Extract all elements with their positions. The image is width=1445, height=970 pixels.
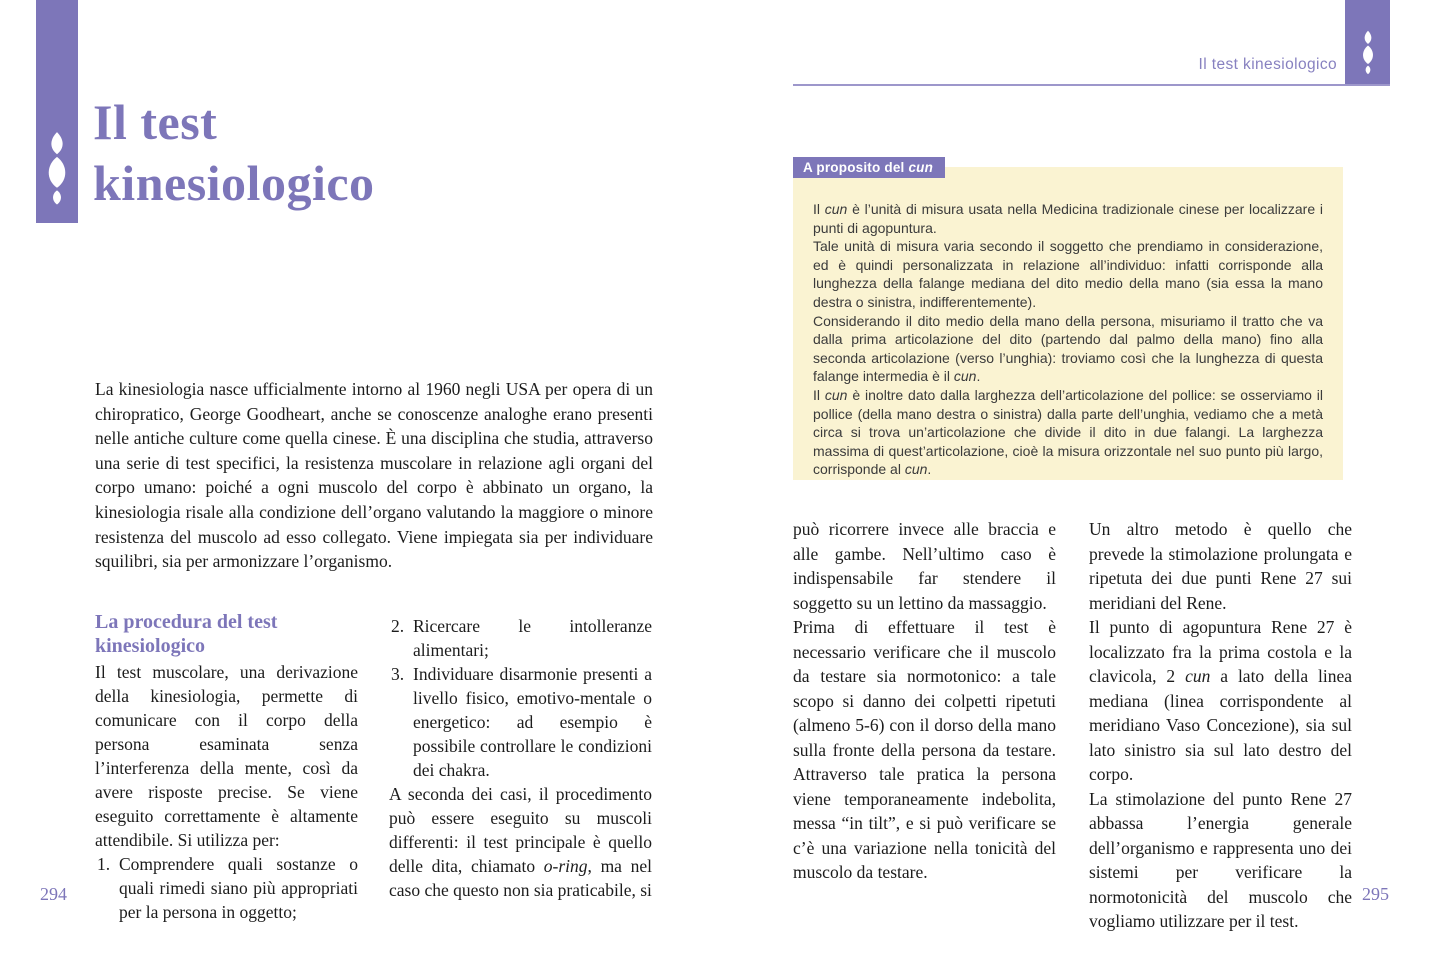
header-rule [793, 84, 1390, 86]
right-col2-paragraph-2: Il punto di agopuntura Rene 27 è localizzato fra la prima costola e la clavicola, 2 cun a lato della linea mediana (linea corrispondente al meridiano Vaso Concezione), sia sul lato sinistro sia sul lato destro del corpo. [1089, 617, 1353, 784]
list-item-2 [389, 614, 652, 662]
list-item-1-number: 1. [97, 854, 111, 874]
cun-info-box [793, 167, 1343, 480]
list-item-1-text: Comprendere quali sostanze o quali rimedi siano più appropriati per la persona in oggetto; [119, 854, 358, 922]
info-box-paragraph-3: Considerando il dito medio della mano della persona, misuriamo il tratto che va dalla prima articolazione del dito (partendo dal palmo della mano) fino alla seconda articolazione (verso l’unghia): troviamo così che la lunghezza di questa falange intermedia è il cun. [813, 312, 1323, 385]
publisher-leaf-icon [42, 129, 72, 213]
page-number-right: 295 [1362, 884, 1389, 904]
list-item-1 [95, 852, 358, 924]
chapter-strip [36, 0, 78, 223]
chapter-title-line-2: kinesiologico [93, 155, 375, 211]
info-box-paragraph-2: Tale unità di misura varia secondo il soggetto che prendiamo in considerazione, ed è quindi personalizzata in relazione all’individuo: infatti corrisponde alla lunghezza della falange mediana del dito medio della mano (sia essa la mano destra o sinistra, indifferentemente). [813, 238, 1323, 310]
corner-block [1345, 0, 1390, 84]
left-page-column-2 [389, 614, 652, 902]
right-page-column-1 [793, 517, 1056, 885]
running-header: Il test kinesiologico [1198, 56, 1337, 73]
procedure-continuation-paragraph: A seconda dei casi, il procedimento può essere eseguito su muscoli differenti: il test principale è quello delle dita, chiamato o-ring, ma nel caso che questo non sia praticabile, si [389, 784, 653, 900]
procedure-paragraph: Il test muscolare, una derivazione della kinesiologia, permette di comunicare con il corpo della persona esaminata senza l’interferenza della mente, così da avere risposte precise. Se viene eseguito correttamente è altamente attendibile. Si utilizza per: [95, 662, 358, 850]
list-item-3 [389, 662, 652, 782]
right-page-column-2 [1089, 517, 1352, 934]
info-box-paragraph-1: Il cun è l’unità di misura usata nella Medicina tradizionale cinese per localizzare i punti di agopuntura. [813, 201, 1323, 236]
right-col1-paragraph-2: Prima di effettuare il test è necessario verificare che il muscolo da testare sia normotonico: a tale scopo si danno dei colpetti ripetuti (almeno 5-6) con il dorso della mano sulla fronte della persona da testare. Attraverso tale pratica la persona viene temporaneamente indebolita, messa “in tilt”, e si può verificare se c’è una variazione nella tonicità del muscolo da testare. [793, 617, 1056, 882]
info-box-paragraph-4: Il cun è inoltre dato dalla larghezza dell’articolazione del pollice: se osserviamo il pollice (della mano destra o sinistra) dalla parte dell’unghia, vediamo che a metà circa si trova un’articolazione che divide il dito in due falangi. La larghezza massima di quest’articolazione, cioè la misura orizzontale nel suo punto più largo, corrisponde al cun. [813, 386, 1323, 478]
intro-paragraph: La kinesiologia nasce ufficialmente intorno al 1960 negli USA per opera di un chiropratico, George Goodheart, anche se conoscenze analoghe erano presenti nelle antiche culture come quella cinese. È una disciplina che studia, attraverso una serie di test specifici, la resistenza muscolare in relazione agli organi del corpo umano: poiché a ogni muscolo del corpo è abbinato un organo, la kinesiologia risale alla condizione dell’organo valutando la maggiore o minore resistenza del muscolo ad esso collegato. Viene impiegata sia per individuare squilibri, sia per armonizzare l’organismo. [95, 379, 653, 572]
publisher-leaf-icon-small [1359, 30, 1377, 78]
chapter-title-line-1: Il test [93, 94, 218, 150]
info-box-title: A proposito del cun [793, 157, 945, 178]
chapter-title [93, 92, 375, 214]
section-heading: La procedura del test kinesiologico [95, 611, 278, 657]
list-item-2-text: Ricercare le intolleranze alimentari; [413, 616, 652, 660]
page-number-left: 294 [40, 884, 67, 904]
right-col2-paragraph-1: Un altro metodo è quello che prevede la stimolazione prolungata e ripetuta dei due punti Rene 27 sui meridiani del Rene. [1089, 519, 1352, 613]
list-item-3-number: 3. [391, 664, 405, 684]
right-col2-paragraph-3: La stimolazione del punto Rene 27 abbassa l’energia generale dell’organismo e rappresenta uno dei sistemi per verificare la normotonicità del muscolo che vogliamo utilizzare per il test. [1089, 788, 1352, 931]
right-col1-paragraph-1: può ricorrere invece alle braccia e alle gambe. Nell’ultimo caso è indispensabile far stendere il soggetto su un lettino da massaggio. [793, 519, 1056, 613]
list-item-3-text: Individuare disarmonie presenti a livello fisico, emotivo-mentale o energetico: ad esempio è possibile controllare le condizioni dei chakra. [413, 664, 652, 780]
list-item-2-number: 2. [391, 616, 405, 636]
left-page-column-1 [95, 610, 358, 924]
